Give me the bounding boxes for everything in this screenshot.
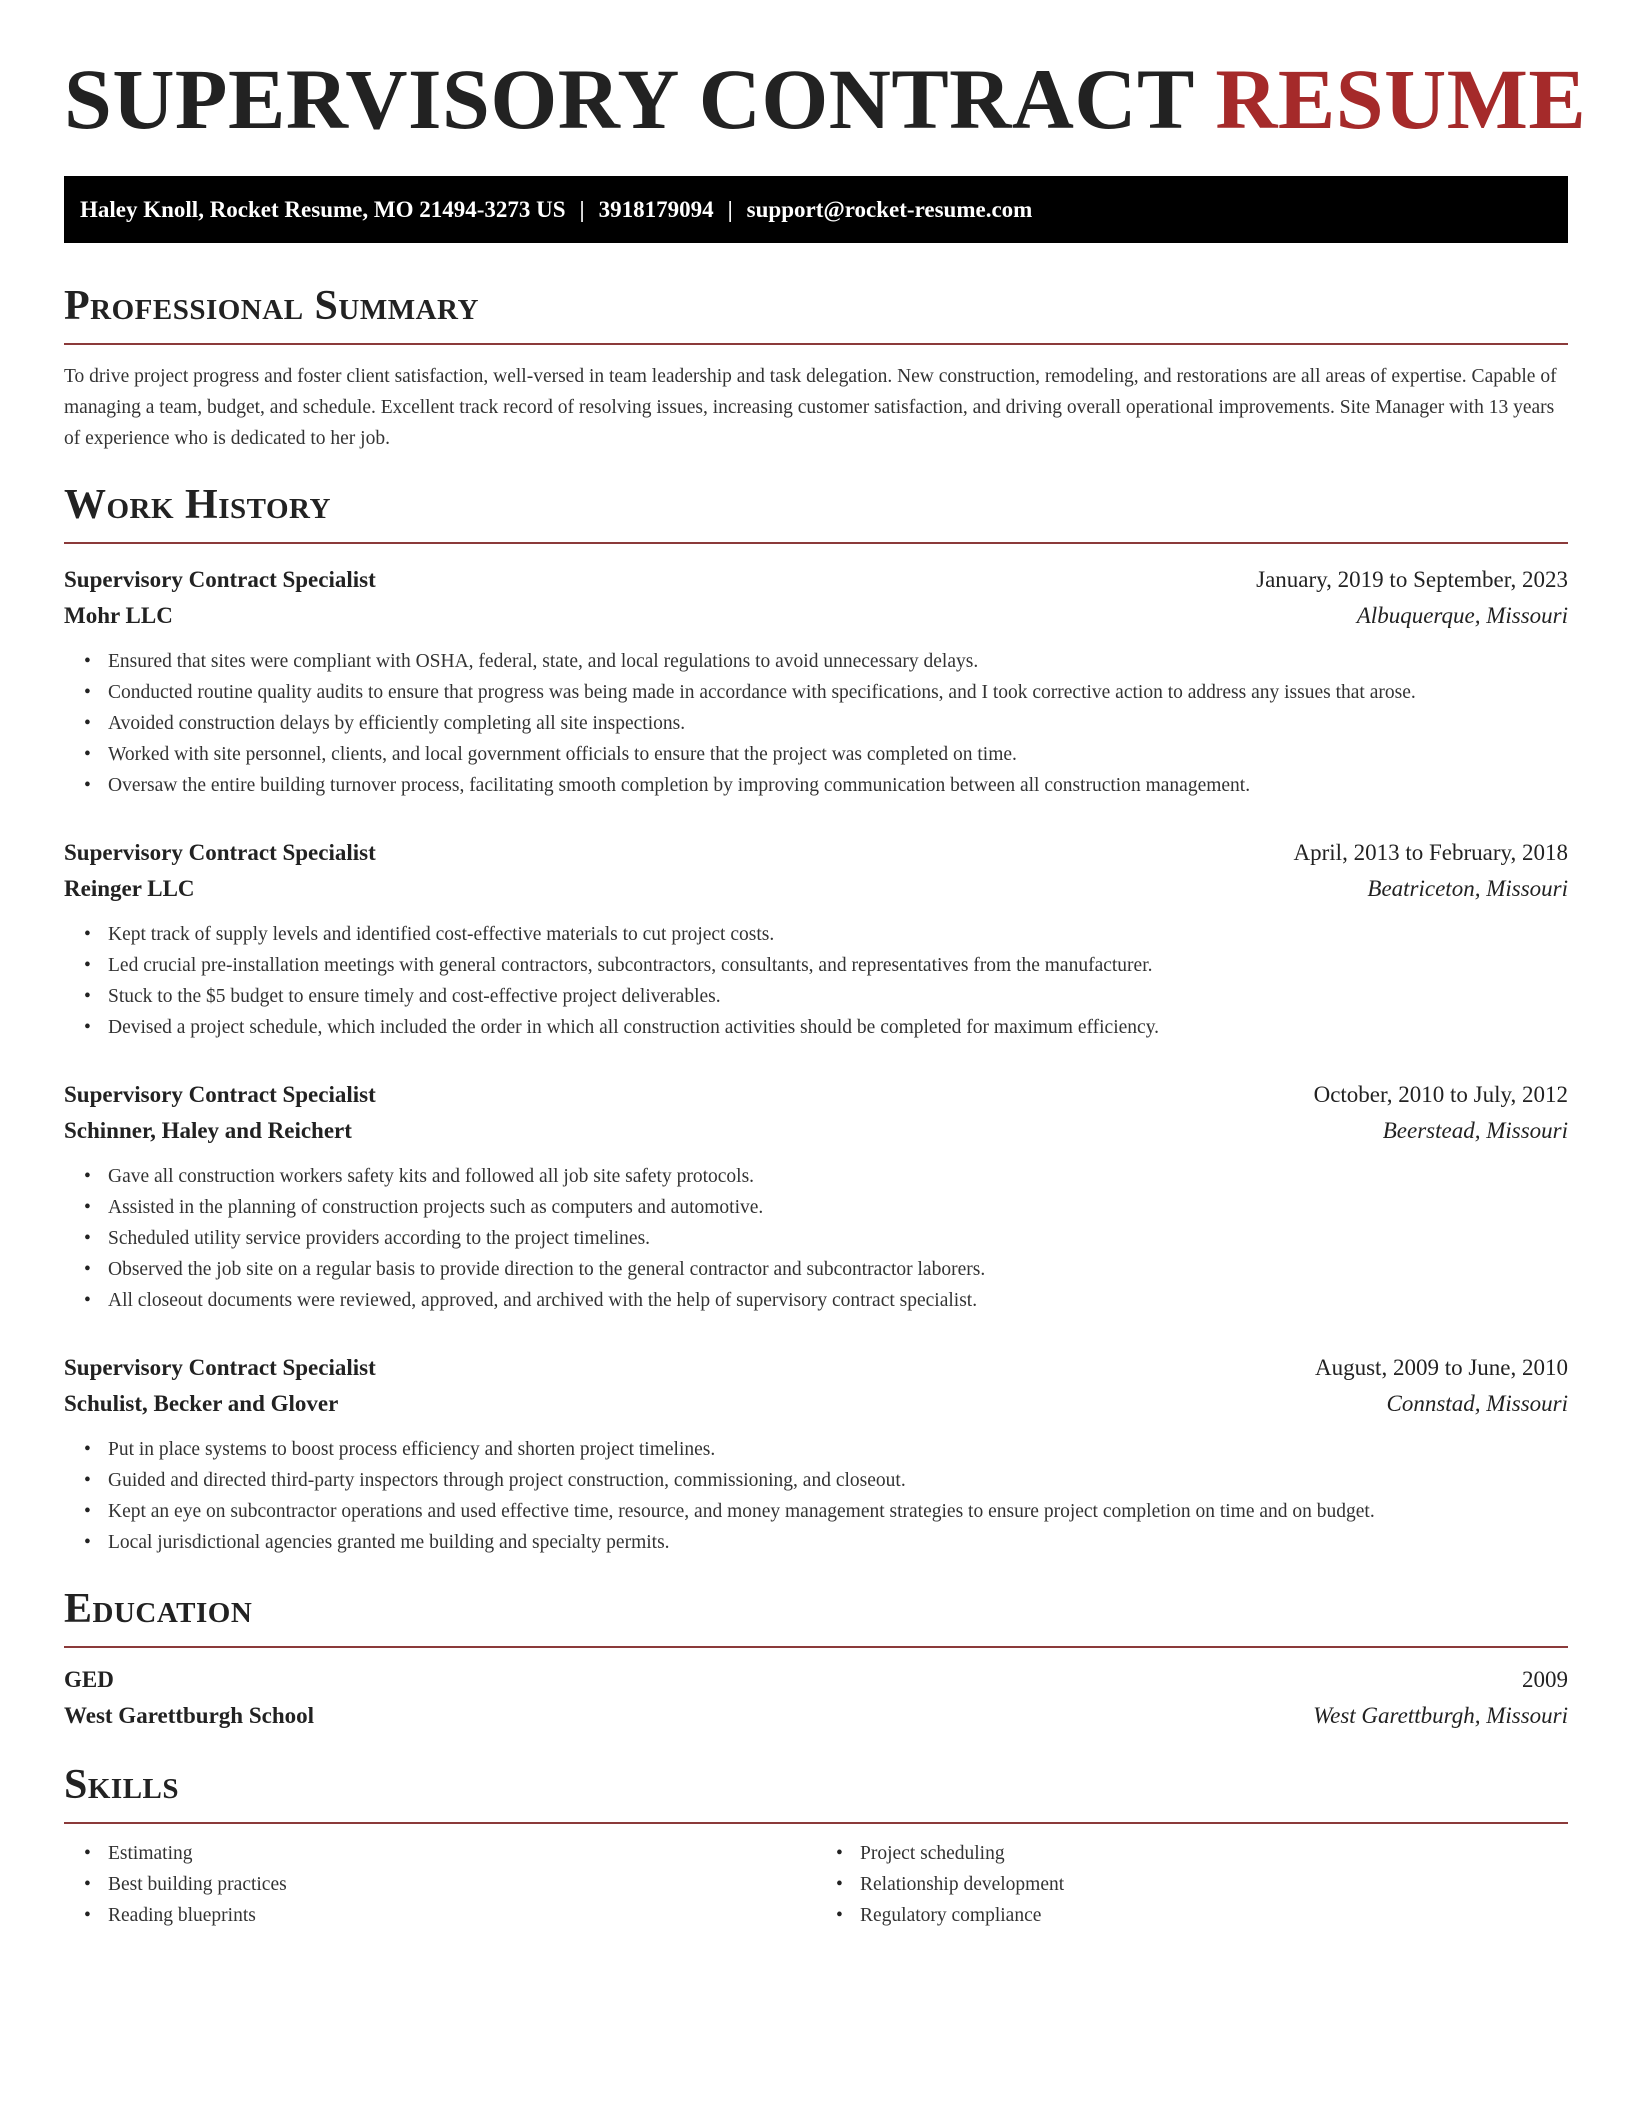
education-entry xyxy=(64,1662,1568,1734)
job-entry xyxy=(64,1350,1568,1558)
contact-separator: | xyxy=(579,197,585,222)
job-company: Reinger LLC xyxy=(64,876,195,901)
job-bullet: • Assisted in the planning of construction projects such as computers and automotive. xyxy=(108,1192,1568,1223)
contact-separator: | xyxy=(727,197,733,222)
job-title: Supervisory Contract Specialist xyxy=(64,1355,376,1380)
work-history-section xyxy=(64,480,1568,1558)
job-dates: January, 2019 to September, 2023 xyxy=(1256,567,1568,592)
skills-section xyxy=(64,1760,1568,1931)
job-bullet: • Kept track of supply levels and identified cost-effective materials to cut project costs. xyxy=(108,919,1568,950)
skill-item: • Best building practices xyxy=(108,1869,816,1900)
resume-title xyxy=(64,0,1587,147)
job-list xyxy=(64,562,1568,1558)
education-school: West Garettburgh School xyxy=(64,1703,315,1728)
job-bullet: • Put in place systems to boost process efficiency and shorten project timelines. xyxy=(108,1434,1568,1465)
summary-heading: Professional Summary xyxy=(64,281,1568,345)
job-entry xyxy=(64,835,1568,1043)
job-title: Supervisory Contract Specialist xyxy=(64,1082,376,1107)
skills-list-right xyxy=(816,1838,1568,1931)
skill-item: • Project scheduling xyxy=(860,1838,1568,1869)
skills-columns xyxy=(64,1838,1568,1931)
job-bullet: • Worked with site personnel, clients, and local government officials to ensure that the project was completed on time. xyxy=(108,739,1568,770)
job-title: Supervisory Contract Specialist xyxy=(64,840,376,865)
contact-address: Haley Knoll, Rocket Resume, MO 21494-3273 US xyxy=(80,197,566,222)
job-bullet: • Observed the job site on a regular basis to provide direction to the general contractor and subcontractor laborers. xyxy=(108,1254,1568,1285)
job-bullets xyxy=(64,1434,1568,1558)
summary-section xyxy=(64,281,1568,454)
work-history-heading: Work History xyxy=(64,480,1568,544)
job-bullet: • Guided and directed third-party inspectors through project construction, commissioning, and closeout. xyxy=(108,1465,1568,1496)
job-company: Schulist, Becker and Glover xyxy=(64,1391,339,1416)
job-bullet: • Ensured that sites were compliant with OSHA, federal, state, and local regulations to avoid unnecessary delays. xyxy=(108,646,1568,677)
contact-phone: 3918179094 xyxy=(598,197,714,222)
education-section xyxy=(64,1584,1568,1734)
job-location: Albuquerque, Missouri xyxy=(1356,603,1568,628)
job-bullet: • Kept an eye on subcontractor operations and used effective time, resource, and money management strategies to ensure project completion on time and on budget. xyxy=(108,1496,1568,1527)
job-bullet: • Local jurisdictional agencies granted me building and specialty permits. xyxy=(108,1527,1568,1558)
job-location: Beerstead, Missouri xyxy=(1382,1118,1568,1143)
job-bullets xyxy=(64,919,1568,1043)
skill-item: • Relationship development xyxy=(860,1869,1568,1900)
job-bullet: • Led crucial pre-installation meetings with general contractors, subcontractors, consultants, and representatives from the manufacturer. xyxy=(108,950,1568,981)
title-main: SUPERVISORY CONTRACT xyxy=(64,51,1194,147)
job-dates: April, 2013 to February, 2018 xyxy=(1293,840,1568,865)
job-location: Connstad, Missouri xyxy=(1386,1391,1568,1416)
contact-email: support@rocket-resume.com xyxy=(746,197,1033,222)
job-bullet: • All closeout documents were reviewed, approved, and archived with the help of supervisory contract specialist. xyxy=(108,1285,1568,1316)
skill-item: • Regulatory compliance xyxy=(860,1900,1568,1931)
job-dates: October, 2010 to July, 2012 xyxy=(1313,1082,1568,1107)
job-dates: August, 2009 to June, 2010 xyxy=(1315,1355,1568,1380)
job-bullets xyxy=(64,646,1568,801)
job-bullet: • Oversaw the entire building turnover process, facilitating smooth completion by improving communication between all construction management. xyxy=(108,770,1568,801)
title-accent: RESUME xyxy=(1215,51,1587,147)
job-bullet: • Devised a project schedule, which included the order in which all construction activities should be completed for maximum efficiency. xyxy=(108,1012,1568,1043)
job-bullets xyxy=(64,1161,1568,1316)
job-company: Mohr LLC xyxy=(64,603,173,628)
job-bullet: • Scheduled utility service providers according to the project timelines. xyxy=(108,1223,1568,1254)
education-location: West Garettburgh, Missouri xyxy=(1313,1703,1568,1728)
education-heading: Education xyxy=(64,1584,1568,1648)
job-bullet: • Gave all construction workers safety kits and followed all job site safety protocols. xyxy=(108,1161,1568,1192)
resume-page xyxy=(64,0,1587,1931)
job-bullet: • Stuck to the $5 budget to ensure timely and cost-effective project deliverables. xyxy=(108,981,1568,1012)
skill-item: • Reading blueprints xyxy=(108,1900,816,1931)
skills-heading: Skills xyxy=(64,1760,1568,1824)
job-bullet: • Conducted routine quality audits to ensure that progress was being made in accordance with specifications, and I took corrective action to address any issues that arose. xyxy=(108,677,1568,708)
job-company: Schinner, Haley and Reichert xyxy=(64,1118,352,1143)
education-degree: GED xyxy=(64,1667,114,1692)
job-bullet: • Avoided construction delays by efficiently completing all site inspections. xyxy=(108,708,1568,739)
skills-list-left xyxy=(64,1838,816,1931)
skill-item: • Estimating xyxy=(108,1838,816,1869)
summary-text: To drive project progress and foster client satisfaction, well-versed in team leadership and task delegation. New construction, remodeling, and restorations are all areas of expertise. Capable of managing a team, budget, and schedule. Excellent track record of resolving issues, increasing customer satisfaction, and driving overall operational improvements. Site Manager with 13 years of experience who is dedicated to her job. xyxy=(64,366,1557,449)
job-entry xyxy=(64,1077,1568,1316)
contact-bar xyxy=(64,176,1568,243)
job-entry xyxy=(64,562,1568,801)
job-location: Beatriceton, Missouri xyxy=(1367,876,1568,901)
education-year: 2009 xyxy=(1522,1667,1568,1692)
job-title: Supervisory Contract Specialist xyxy=(64,567,376,592)
